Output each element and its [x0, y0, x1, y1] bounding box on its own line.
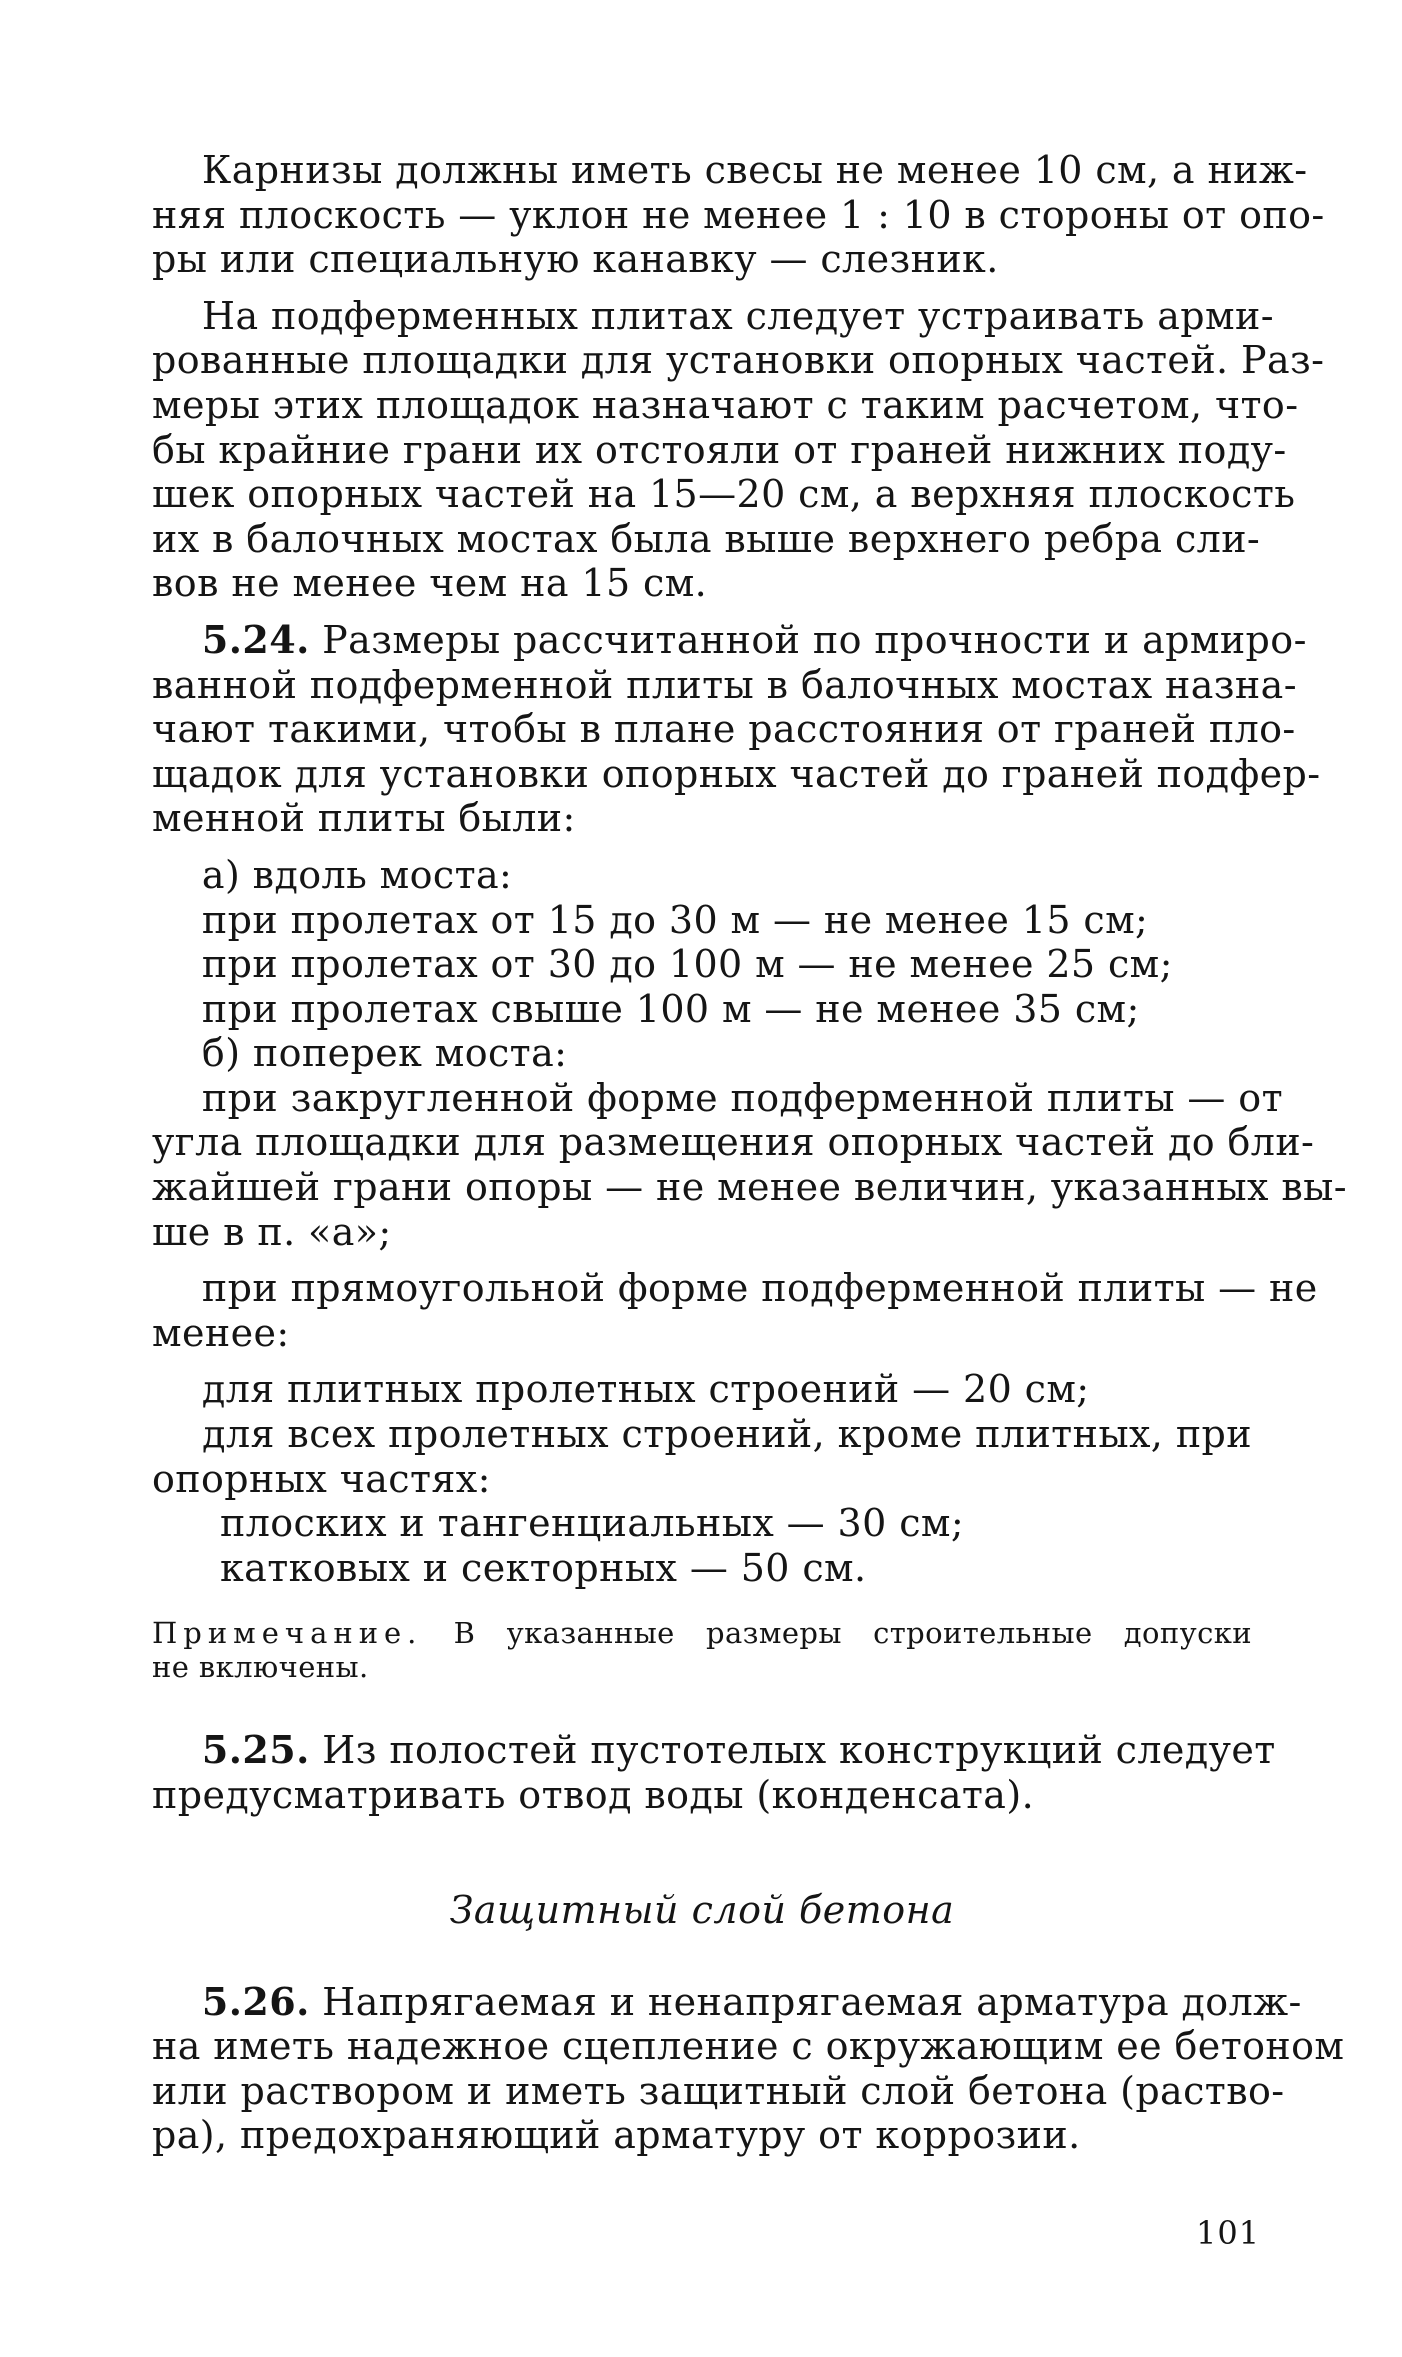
text-line: меры этих площадок назначают с таким расчетом, что-: [152, 382, 1299, 427]
page-body: [152, 148, 1348, 2158]
text-line: жайшей грани опоры — не менее величин, указанных вы-: [152, 1165, 1348, 1210]
text-line: 5.24. Размеры рассчитанной по прочности и армиро-: [201, 616, 1307, 662]
text-line: шек опорных частей на 15—20 см, а верхняя плоскость: [152, 472, 1296, 517]
note-head: Примечание.: [152, 1616, 423, 1651]
text-line: ры или специальную канавку — слезник.: [152, 237, 999, 282]
text-line: 5.26. Напрягаемая и ненапрягаемая арматура долж-: [201, 1978, 1302, 2024]
text-line: при закругленной форме подферменной плиты — от: [201, 1075, 1284, 1120]
list-item: для плитных пролетных строений — 20 см;: [201, 1367, 1090, 1412]
text-line: чают такими, чтобы в плане расстояния от граней пло-: [152, 707, 1296, 752]
note-line: Примечание. В указанные размеры строительные допуски: [152, 1616, 1252, 1651]
text-line: Карнизы должны иметь свесы не менее 10 см, а ниж-: [201, 148, 1308, 192]
text-line: угла площадки для размещения опорных частей до бли-: [152, 1120, 1315, 1165]
text-line: менной плиты были:: [152, 796, 576, 841]
text-line: при прямоугольной форме подферменной плиты — не: [201, 1266, 1318, 1311]
list-item: при пролетах от 30 до 100 м — не менее 25 см;: [201, 942, 1173, 987]
page-number: 101: [1196, 2214, 1261, 2252]
text-line: для всех пролетных строений, кроме плитных, при: [202, 1412, 1252, 1457]
text-line: их в балочных мостах была выше верхнего ребра сли-: [152, 516, 1261, 561]
section-heading: Защитный слой бетона: [449, 1887, 955, 1932]
text-line: На подферменных плитах следует устраивать арми-: [201, 293, 1274, 338]
text-line: щадок для установки опорных частей до граней подфер-: [152, 751, 1321, 796]
text-line: или раствором и иметь защитный слой бетона (раство-: [152, 2068, 1285, 2113]
list-label-a: а) вдоль моста:: [201, 852, 513, 897]
note-line: не включены.: [152, 1650, 369, 1685]
paragraph-cornices: [152, 148, 1325, 282]
text-line: ванной подферменной плиты в балочных мостах назна-: [152, 662, 1297, 707]
clause-5-25: [152, 1727, 1276, 1817]
text-line: предусматривать отвод воды (конденсата).: [152, 1773, 1035, 1817]
list-item: при пролетах от 15 до 30 м — не менее 15 см;: [201, 897, 1149, 942]
note: [152, 1616, 1252, 1684]
text-line: няя плоскость — уклон не менее 1 : 10 в стороны от опо-: [152, 192, 1325, 237]
text-line: рованные площадки для установки опорных частей. Раз-: [152, 338, 1325, 383]
text-line: опорных частях:: [152, 1456, 491, 1501]
list-item: при пролетах свыше 100 м — не менее 35 см;: [201, 986, 1140, 1031]
text-line: 5.25. Из полостей пустотелых конструкций следует: [201, 1727, 1276, 1773]
text-line: менее:: [152, 1310, 290, 1355]
list-label-b: б) поперек моста:: [201, 1031, 568, 1076]
clause-5-24: [152, 616, 1348, 1590]
list-item: катковых и секторных — 50 см.: [220, 1545, 867, 1590]
clause-number: 5.25.: [201, 1727, 310, 1773]
text-line: ше в п. «а»;: [152, 1209, 392, 1254]
text-line: бы крайние грани их отстояли от граней нижних поду-: [152, 427, 1287, 472]
clause-5-26: [152, 1978, 1345, 2158]
text-line: вов не менее чем на 15 см.: [152, 561, 708, 606]
clause-number: 5.26.: [201, 1978, 310, 2024]
text-line: на иметь надежное сцепление с окружающим ее бетоном: [152, 2024, 1345, 2069]
clause-number: 5.24.: [201, 616, 310, 662]
paragraph-subfarm-plates: [152, 293, 1325, 606]
list-item: плоских и тангенциальных — 30 см;: [220, 1501, 965, 1546]
text-line: ра), предохраняющий арматуру от коррозии.: [152, 2113, 1081, 2158]
